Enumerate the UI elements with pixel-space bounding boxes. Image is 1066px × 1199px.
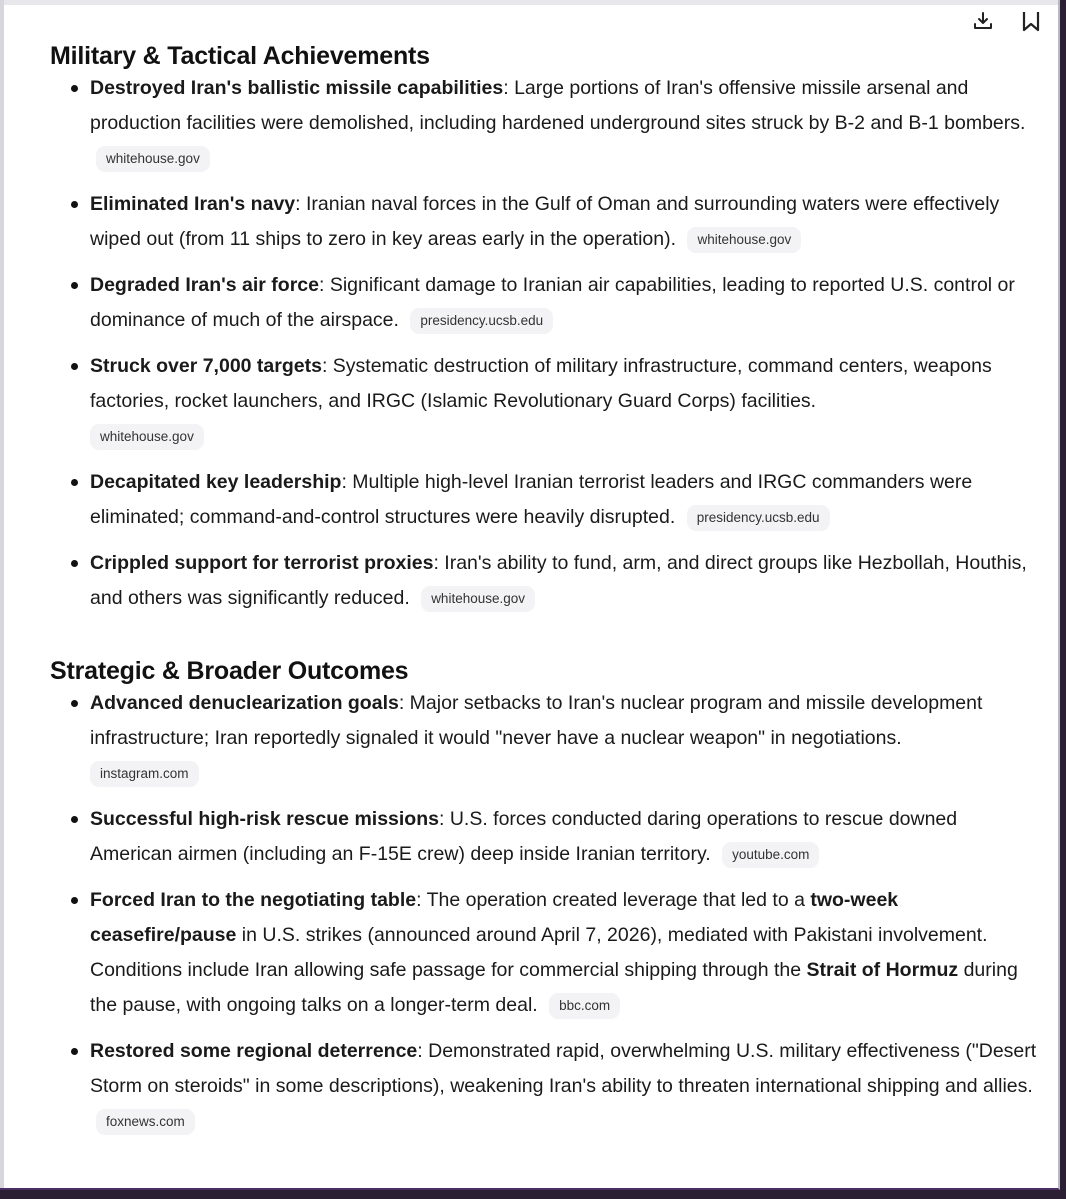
item-text: : The operation created leverage that led to a — [416, 889, 811, 911]
item-heading: Eliminated Iran's navy — [90, 193, 296, 215]
bullet — [71, 897, 78, 904]
item-text: : Major setbacks to Iran's nuclear program and missile development infrastructure; Iran reportedly signaled it would "never have a nuclear weapon" in negotiations. — [90, 692, 983, 749]
bullet — [71, 85, 78, 92]
source-chip[interactable]: foxnews.com — [96, 1109, 195, 1135]
list-item — [50, 546, 1038, 616]
list-item — [50, 465, 1038, 535]
share-icon[interactable] — [970, 8, 996, 34]
item-heading: Advanced denuclearization goals — [90, 692, 399, 714]
item-heading: Forced Iran to the negotiating table — [90, 889, 417, 911]
section-title-strategic: Strategic & Broader Outcomes — [50, 657, 409, 685]
section-title-military: Military & Tactical Achievements — [50, 42, 430, 70]
item-heading: Crippled support for terrorist proxies — [90, 552, 434, 574]
source-chip[interactable]: whitehouse.gov — [90, 424, 204, 450]
item-text: : Demonstrated rapid, overwhelming U.S. military effectiveness ("Desert Storm on steroids" in some descriptions), weakening Iran's ability to threaten international shipping and allies. — [90, 1040, 1037, 1097]
item-heading: Restored some regional deterrence — [90, 1040, 418, 1062]
item-heading: Destroyed Iran's ballistic missile capabilities — [90, 77, 504, 99]
item-heading: Decapitated key leadership — [90, 471, 342, 493]
top-border — [0, 0, 1058, 5]
bookmark-icon[interactable] — [1018, 8, 1044, 34]
item-heading: Successful high-risk rescue missions — [90, 808, 439, 830]
bullet — [71, 363, 78, 370]
item-heading: Struck over 7,000 targets — [90, 355, 322, 377]
item-text: : Systematic destruction of military infrastructure, command centers, weapons factories, rocket launchers, and IRGC (Islamic Revolutionary Guard Corps) facilities. — [90, 355, 992, 412]
item-text: : Iran's ability to fund, arm, and direct groups like Hezbollah, Houthis, and others was significantly reduced. — [90, 552, 1027, 609]
source-chip[interactable]: presidency.ucsb.edu — [687, 505, 830, 531]
section-spacer — [50, 627, 1038, 657]
bullet — [71, 816, 78, 823]
bullet — [71, 282, 78, 289]
item-text: : Iranian naval forces in the Gulf of Oman and surrounding waters were effectively wiped out (from 11 ships to zero in key areas early in the operation). — [90, 193, 1000, 250]
list-item — [50, 71, 1038, 176]
response-toolbar — [970, 8, 1044, 34]
source-chip[interactable]: bbc.com — [549, 993, 620, 1019]
item-emphasis: Strait of Hormuz — [806, 959, 959, 981]
left-border — [0, 0, 4, 1188]
item-heading: Degraded Iran's air force — [90, 274, 319, 296]
source-chip[interactable]: whitehouse.gov — [421, 586, 535, 612]
item-text: : Significant damage to Iranian air capabilities, leading to reported U.S. control or dominance of much of the airspace. — [90, 274, 1015, 331]
list-item — [50, 802, 1038, 872]
bullet — [71, 560, 78, 567]
list-item — [50, 268, 1038, 338]
source-chip[interactable]: whitehouse.gov — [96, 146, 210, 172]
source-chip[interactable]: whitehouse.gov — [687, 227, 801, 253]
bullet — [71, 1048, 78, 1055]
item-text: : Large portions of Iran's offensive missile arsenal and production facilities were demolished, including hardened underground sites struck by B-2 and B-1 bombers. — [90, 77, 1026, 134]
bullet — [71, 700, 78, 707]
list-item — [50, 883, 1038, 1023]
source-chip[interactable]: instagram.com — [90, 761, 199, 787]
bullet — [71, 201, 78, 208]
source-chip[interactable]: presidency.ucsb.edu — [410, 308, 553, 334]
response-content — [50, 40, 1038, 1150]
strategic-outcomes-list — [50, 686, 1038, 1139]
item-text: : Multiple high-level Iranian terrorist leaders and IRGC commanders were eliminated; command-and-control structures were heavily disrupted. — [90, 471, 973, 528]
item-emphasis: two-week ceasefire/pause — [90, 889, 899, 946]
source-chip[interactable]: youtube.com — [722, 842, 819, 868]
item-text: : U.S. forces conducted daring operations to rescue downed American airmen (including an F-15E crew) deep inside Iranian territory. — [90, 808, 958, 865]
list-item — [50, 349, 1038, 454]
item-text: during the pause, with ongoing talks on a longer-term deal. — [90, 959, 1018, 1016]
list-item — [50, 686, 1038, 791]
item-text: in U.S. strikes (announced around April 7, 2026), mediated with Pakistani involvement. Conditions include Iran allowing safe passage for commercial shipping through the — [90, 924, 988, 981]
list-item — [50, 1034, 1038, 1139]
bullet — [71, 479, 78, 486]
military-achievements-list — [50, 71, 1038, 616]
list-item — [50, 187, 1038, 257]
